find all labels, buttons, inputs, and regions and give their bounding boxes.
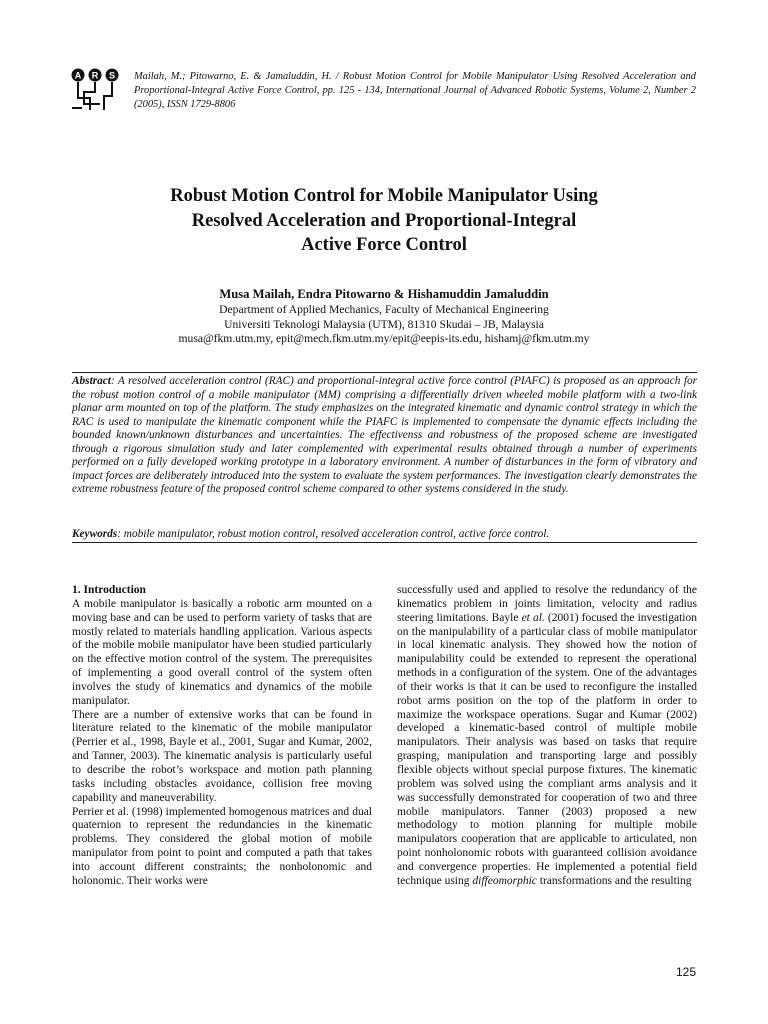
title-line-3: Active Force Control — [301, 235, 467, 255]
author-emails: musa@fkm.utm.my, epit@mech.fkm.utm.my/epit@eepis-its.edu, hishamj@fkm.utm.my — [178, 332, 590, 345]
paragraph-intro-1: A mobile manipulator is basically a robotic arm mounted on a moving base and can be used to perform variety of tasks that are mostly related to materials handling application. Various aspects of the mobile mobile manipulator have been studied particularly on the effective motion control of the system. The prerequisites of implementing a good overall control of the system often involves the study of kinematics and dynamics of the mobile manipulator. — [72, 597, 372, 707]
citation-header: Mailah, M.; Pitowarno, E. & Jamaluddin, H. / Robust Motion Control for Mobile Manipulator Using Resolved Acceleration and Proportional-Integral Active Force Control, pp. 125 - 134, International Journal of Advanced Robotic Systems, Volume 2, Number 2 (2005), ISSN 1729-8806 — [134, 71, 696, 110]
section-heading-introduction: 1. Introduction — [72, 584, 146, 596]
title-line-1: Robust Motion Control for Mobile Manipulator Using — [170, 186, 598, 206]
keywords-label: Keywords — [72, 528, 118, 540]
paragraph-intro-continued — [397, 584, 697, 889]
keywords-text: : mobile manipulator, robust motion control, resolved acceleration control, active force control. — [117, 528, 550, 540]
emphasis-et-al: et al. — [521, 611, 545, 624]
abstract-bottom-rule — [72, 542, 697, 543]
paragraph-intro-3: Perrier et al. (1998) implemented homogenous matrices and dual quaternion to represent the redundancies in the kinematic problems. They considered the global motion of mobile manipulator from point to point and computed a path that takes into account different constraints; the nonholonomic and holonomic. Their works were — [72, 805, 372, 887]
keywords — [72, 528, 697, 542]
journal-logo-icon — [70, 68, 122, 112]
body-column-left — [72, 584, 372, 889]
abstract — [72, 375, 697, 497]
abstract-text: : A resolved acceleration control (RAC) and proportional-integral active force control (PIAFC) is proposed as an approach for the robust motion control of a mobile manipulator (MM) comprising a differentially driven wheeled mobile platform with a two-link planar arm mounted on top of the platform. The study emphasizes on the integrated kinematic and dynamic control strategy in which the RAC is used to manipulate the kinematic component while the PIAFC is implemented to compensate the dynamic effects including the bounded known/unknown disturbances and uncertainties. The effectivenss and robustness of the proposed scheme are investigated through a rigorous simulation study and later complemented with experimental results obtained through a number of experiments performed on a fully developed working prototype in a laboratory environment. A number of disturbances in the form of vibratory and impact forces are deliberately introduced into the system to evaluate the system performances. The investigation clearly demonstrates the extreme robustness feature of the proposed control scheme compared to other systems considered in the study. — [72, 375, 697, 496]
title-line-2: Resolved Acceleration and Proportional-Integral — [191, 210, 577, 231]
affiliation-department: Department of Applied Mechanics, Faculty of Mechanical Engineering — [219, 303, 549, 316]
logo-letter-a: A — [74, 70, 82, 81]
text-run: successfully used and applied to resolve the redundancy of the kinematics problem in joints limitation, velocity and radius steering limitations. Bayle — [397, 584, 697, 624]
affiliation-university: Universiti Teknologi Malaysia (UTM), 81310 Skudai – JB, Malaysia — [224, 318, 544, 331]
abstract-label: Abstract — [72, 375, 111, 387]
emphasis-diffeomorphic: diffeomorphic — [472, 874, 537, 887]
logo-letter-r: R — [91, 70, 99, 81]
paper-title — [84, 184, 684, 258]
page-number: 125 — [675, 965, 696, 979]
abstract-top-rule — [72, 372, 697, 373]
author-list: Musa Mailah, Endra Pitowarno & Hishamuddin Jamaluddin — [219, 287, 549, 301]
paragraph-intro-2: There are a number of extensive works that can be found in literature related to the kinematic of the mobile manipulator (Perrier et al., 1998, Bayle et al., 2001, Sugar and Kumar, 2002, and Tanner, 2003). The kinematic analysis is particularly useful to describe the robot’s workspace and motion path planning tasks including obstacles avoidance, collision free moving capability and maneuverability. — [72, 708, 372, 804]
logo-letter-s: S — [108, 70, 116, 81]
text-run: transformations and the resulting — [536, 874, 692, 887]
body-column-right — [397, 584, 697, 889]
text-run: (2001) focused the investigation on the manipulability of a particular class of mobile manipulator in local kinematic analysis. They showed how the notion of manipulability could be extended to represent the operational methods in a configuration of the system. One of the advantages of their works is that it can be used to reconfigure the installed robot arms position on the top of the platform in order to maximize the workspace operations. Sugar and Kumar (2002) developed a kinematic-based control of multiple mobile manipulators. Their analysis was based on tasks that require grasping, manipulation and transporting large and possibly flexible objects without special purpose fixtures. The kinematic problem was solved using the compliant arms analysis and it was successfully demonstrated for cooperation of two and three mobile manipulators. Tanner (2003) proposed a new methodology to motion planning for multiple mobile manipulators cooperation that are applicable to articulated, non point nonholonomic robots with guaranteed collision avoidance and convergence properties. He implemented a potential field technique using — [397, 611, 697, 887]
